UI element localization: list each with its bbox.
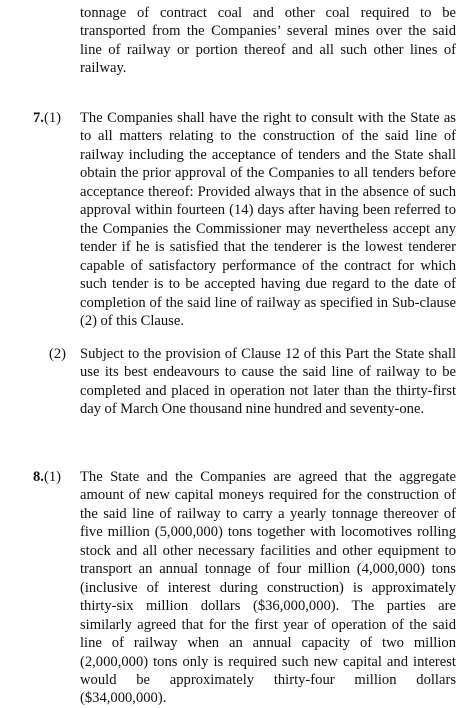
clause-7-number (33, 109, 61, 127)
clause-8-number (33, 468, 61, 486)
clause-7-1-paragraph: The Companies shall have the right to consult with the State as to all matters relating to the construction of the said line of railway including the acceptance of tenders and the State shall obtain the prior approval of the Companies to all tenders before acceptance thereof: Provided always that in the absence of such approval within fourteen (14) days after having been referred to the Companies the Commissioner may nevertheless accept any tender if he is satisfied that the tenderer is the lowest tenderer capable of satisfactory performance of the contract for which such tender is to be accepted having due regard to the date of completion of the said line of railway as specified in Sub-clause (2) of this Clause. (80, 110, 456, 329)
clause-8-1-paragraph: The State and the Companies are agreed that the aggregate amount of new capital moneys required for the construction of the said line of railway to carry a yearly tonnage thereover of five million (5,000,000) tons together with locomotives rolling stock and all other necessary facilities and other equipment to transport an annual tonnage of four million (4,000,000) tons (inclusive of interest during construction) is approximately thirty-six million dollars ($36,000,000). The parties are similarly agreed that for the first year of operation of the said line of railway when an annual capacity of two million (2,000,000) tons only is required such new capital and interest would be approximately thirty-four million dollars ($34,000,000). (80, 469, 456, 707)
clause-7-label: 7. (33, 110, 44, 126)
clause-7-sub-1-label: (1) (43, 110, 61, 126)
continuation-paragraph: tonnage of contract coal and other coal required to be transported from the Companies’ several mines over the said line of railway or portion thereof and all such other lines of railway. (80, 5, 456, 77)
clause-8-label: 8. (33, 469, 44, 485)
clause-7-2-paragraph: Subject to the provision of Clause 12 of this Part the State shall use its best endeavours to cause the said line of railway to be completed and placed in operation not later than the thirty-first day of March One thousand nine hundred and seventy-one. (80, 346, 456, 418)
clause-8-sub-1-label: (1) (43, 469, 61, 485)
clause-7-sub-2-label: (2) (49, 346, 67, 362)
